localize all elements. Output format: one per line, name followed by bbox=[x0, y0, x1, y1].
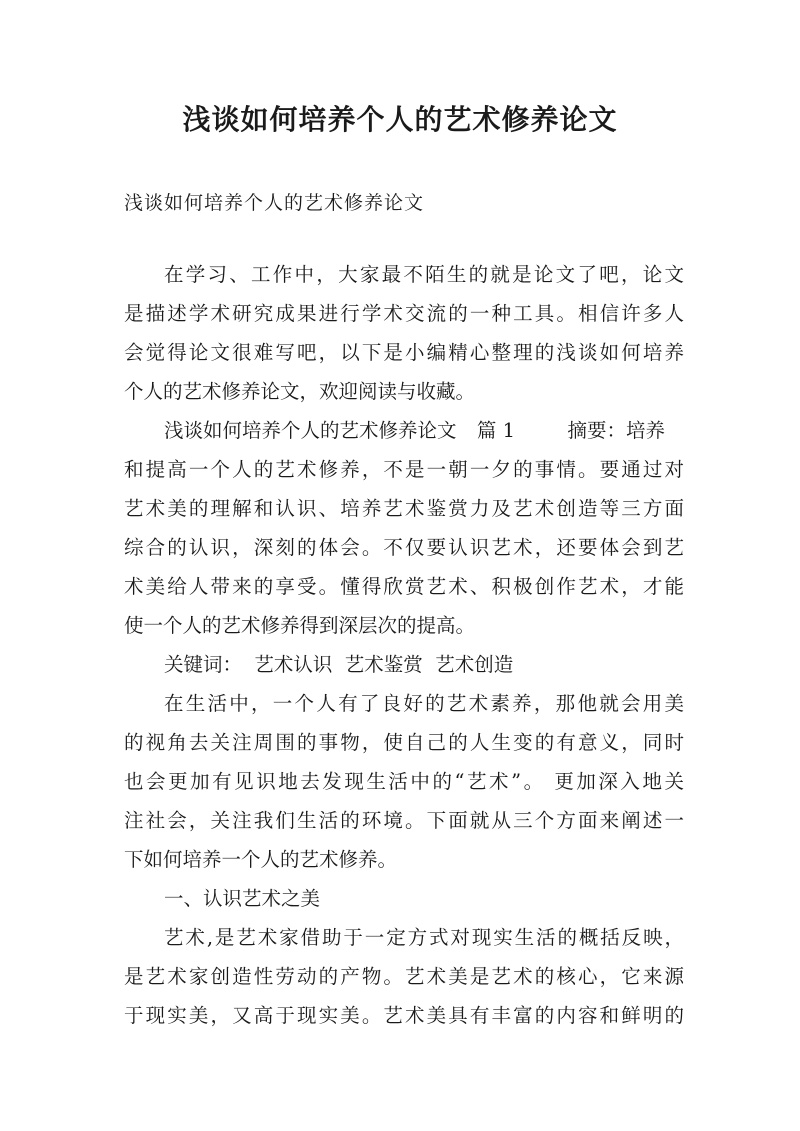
paragraph-line: 艺术美的理解和认识、培养艺术鉴赏力及艺术创造等三方面 bbox=[124, 497, 684, 520]
section-number: 篇 1 bbox=[476, 419, 516, 442]
paragraph-line: 在生活中，一个人有了良好的艺术素养，那他就会用美 bbox=[164, 692, 684, 715]
paragraph-line: 艺术,是艺术家借助于一定方式对现实生活的概括反映， bbox=[164, 926, 684, 949]
paragraph-line: 和提高一个人的艺术修养，不是一朝一夕的事情。要通过对 bbox=[124, 458, 684, 481]
paragraph-line: 注社会，关注我们生活的环境。下面就从三个方面来阐述一 bbox=[124, 809, 684, 832]
paragraph-line: 也会更加有见识地去发现生活中的“艺术”。 更加深入地关 bbox=[124, 770, 684, 793]
paragraph-line: 综合的认识，深刻的体会。不仅要认识艺术，还要体会到艺 bbox=[124, 536, 684, 559]
paragraph-line: 的视角去关注周围的事物，使自己的人生变的有意义，同时 bbox=[124, 731, 684, 754]
paragraph-line: 下如何培养一个人的艺术修养。 bbox=[124, 848, 398, 871]
paragraph-line: 个人的艺术修养论文，欢迎阅读与收藏。 bbox=[124, 380, 476, 403]
paragraph-line: 使一个人的艺术修养得到深层次的提高。 bbox=[124, 614, 476, 637]
paragraph-line: 于现实美，又高于现实美。艺术美具有丰富的内容和鲜明的 bbox=[124, 1004, 684, 1027]
paragraph-line: 会觉得论文很难写吧，以下是小编精心整理的浅谈如何培养 bbox=[124, 341, 684, 364]
keywords-line: 关键词： 艺术认识 艺术鉴赏 艺术创造 bbox=[164, 653, 514, 676]
section-heading-text: 浅谈如何培养个人的艺术修养论文 bbox=[164, 419, 457, 442]
section-heading: 一、认识艺术之美 bbox=[164, 887, 321, 910]
paragraph-line: 是描述学术研究成果进行学术交流的一种工具。相信许多人 bbox=[124, 302, 684, 325]
paragraph-line: 是艺术家创造性劳动的产物。艺术美是艺术的核心，它来源 bbox=[124, 965, 684, 988]
paragraph-line bbox=[164, 413, 684, 449]
document-title: 浅谈如何培养个人的艺术修养论文 bbox=[182, 103, 618, 136]
paragraph-line: 在学习、工作中，大家最不陌生的就是论文了吧，论文 bbox=[164, 263, 684, 286]
paragraph-line: 术美给人带来的享受。懂得欣赏艺术、积极创作艺术，才能 bbox=[124, 575, 684, 598]
abstract-label: 摘要：培养 bbox=[567, 419, 665, 442]
document-subtitle: 浅谈如何培养个人的艺术修养论文 bbox=[124, 192, 425, 214]
